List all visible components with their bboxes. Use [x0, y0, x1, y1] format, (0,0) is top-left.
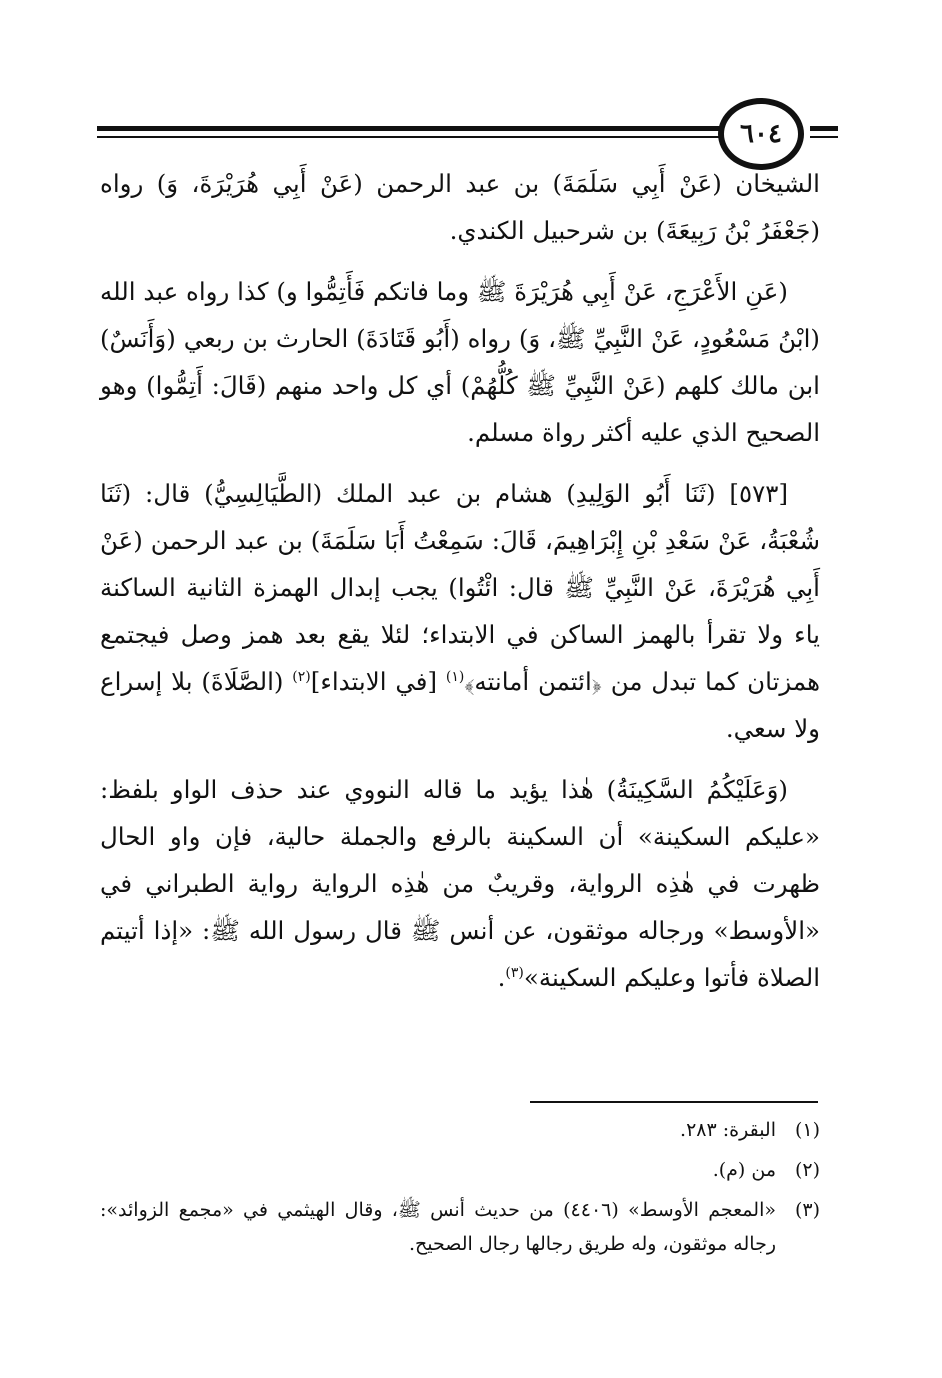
paragraph-text: (عَنِ الأَعْرَجِ، عَنْ أَبِي هُرَيْرَةَ ﷺ وما فاتكم فَأَتِمُّوا و) كذا رواه عبد الله (ابْنُ مَسْعُودٍ، عَنْ النَّبِيِّ ﷺ، وَ) رواه (أَبُو قَتَادَةَ) الحارث بن ربعي (وَأَنَسٌ) ابن مالك كلهم (عَنْ النَّبِيِّ ﷺ كُلُّهُمْ) أي كل واحد منهم (قَالَ: أَتِمُّوا) وهو الصحيح الذي عليه أكثر رواة مسلم. [100, 277, 820, 447]
paragraph [100, 268, 820, 456]
footnote-text: «المعجم الأوسط» (٤٤٠٦) من حديث أنس ﷺ، وقال الهيثمي في «مجمع الزوائد»: رجاله موثقون، وله طريق رجالها رجال الصحيح. [100, 1199, 776, 1255]
paragraph [100, 160, 820, 254]
paragraph-text: الشيخان (عَنْ أَبِي سَلَمَةَ) بن عبد الرحمن (عَنْ أَبِي هُرَيْرَةَ، وَ) رواه (جَعْفَرُ بْنُ رَبِيعَةَ) بن شرحبيل الكندي. [100, 169, 820, 245]
page-number: ٦٠٤ [740, 119, 782, 149]
page-header [0, 0, 942, 170]
footnote-number: (٢) [794, 1159, 820, 1181]
footnote [100, 1113, 820, 1147]
footnote-ref[interactable]: (٢) [292, 668, 311, 685]
paragraph-text: [في الابتداء] [310, 667, 446, 696]
paragraph [100, 470, 820, 752]
paragraph [100, 766, 820, 1001]
footnote-number: (٣) [794, 1199, 820, 1221]
paragraph-text: [٥٧٣] (ثَنَا أَبُو الوَلِيدِ) هشام بن عبد الملك (الطَّيَالِسِيُّ) قال: (ثَنَا شُعْبَةُ، عَنْ سَعْدِ بْنِ إِبْرَاهِيمَ، قَالَ: سَمِعْتُ أَبَا سَلَمَةَ) بن عبد الرحمن (عَنْ أَبِي هُرَيْرَةَ، عَنْ النَّبِيِّ ﷺ قال: ائْتُوا) يجب إبدال الهمزة الثانية الساكنة ياء ولا تقرأ بالهمز الساكن في الابتداء؛ لئلا يقع بعد همز وصل فيجتمع همزتان كما تبدل من ﴿ائتمن أمانته﴾ [100, 479, 821, 696]
paragraph-text: (الصَّلَاةَ) بلا إسراع ولا سعي. [100, 667, 820, 743]
footnote [100, 1153, 820, 1187]
footnote [100, 1193, 820, 1261]
header-rule [97, 136, 722, 138]
header-rule [810, 136, 838, 138]
main-text [100, 160, 820, 1001]
footnote-number: (١) [794, 1119, 820, 1141]
paragraph-text: (وَعَلَيْكُمُ السَّكِينَةُ) هٰذا يؤيد ما قاله النووي عند حذف الواو بلفظ: «عليكم السكينة» أن السكينة بالرفع والجملة حالية، فإن واو الحال ظهرت في هٰذِه الرواية، وقريبٌ من هٰذِه الرواية رواية الطبراني في «الأوسط» ورجاله موثقون، عن أنس ﷺ قال رسول الله ﷺ: «إذا أتيتم الصلاة فأتوا وعليكم السكينة» [100, 775, 820, 992]
paragraph-text: . [497, 963, 506, 992]
footnotes [100, 1113, 820, 1267]
footnote-text: من (م). [712, 1159, 776, 1181]
header-rule [810, 126, 838, 131]
footnote-text: البقرة: ٢٨٣. [680, 1119, 776, 1141]
footnote-ref[interactable]: (١) [445, 668, 465, 685]
footnote-separator [530, 1101, 818, 1103]
footnote-ref[interactable]: (٣) [505, 964, 524, 981]
header-rule [97, 126, 722, 131]
